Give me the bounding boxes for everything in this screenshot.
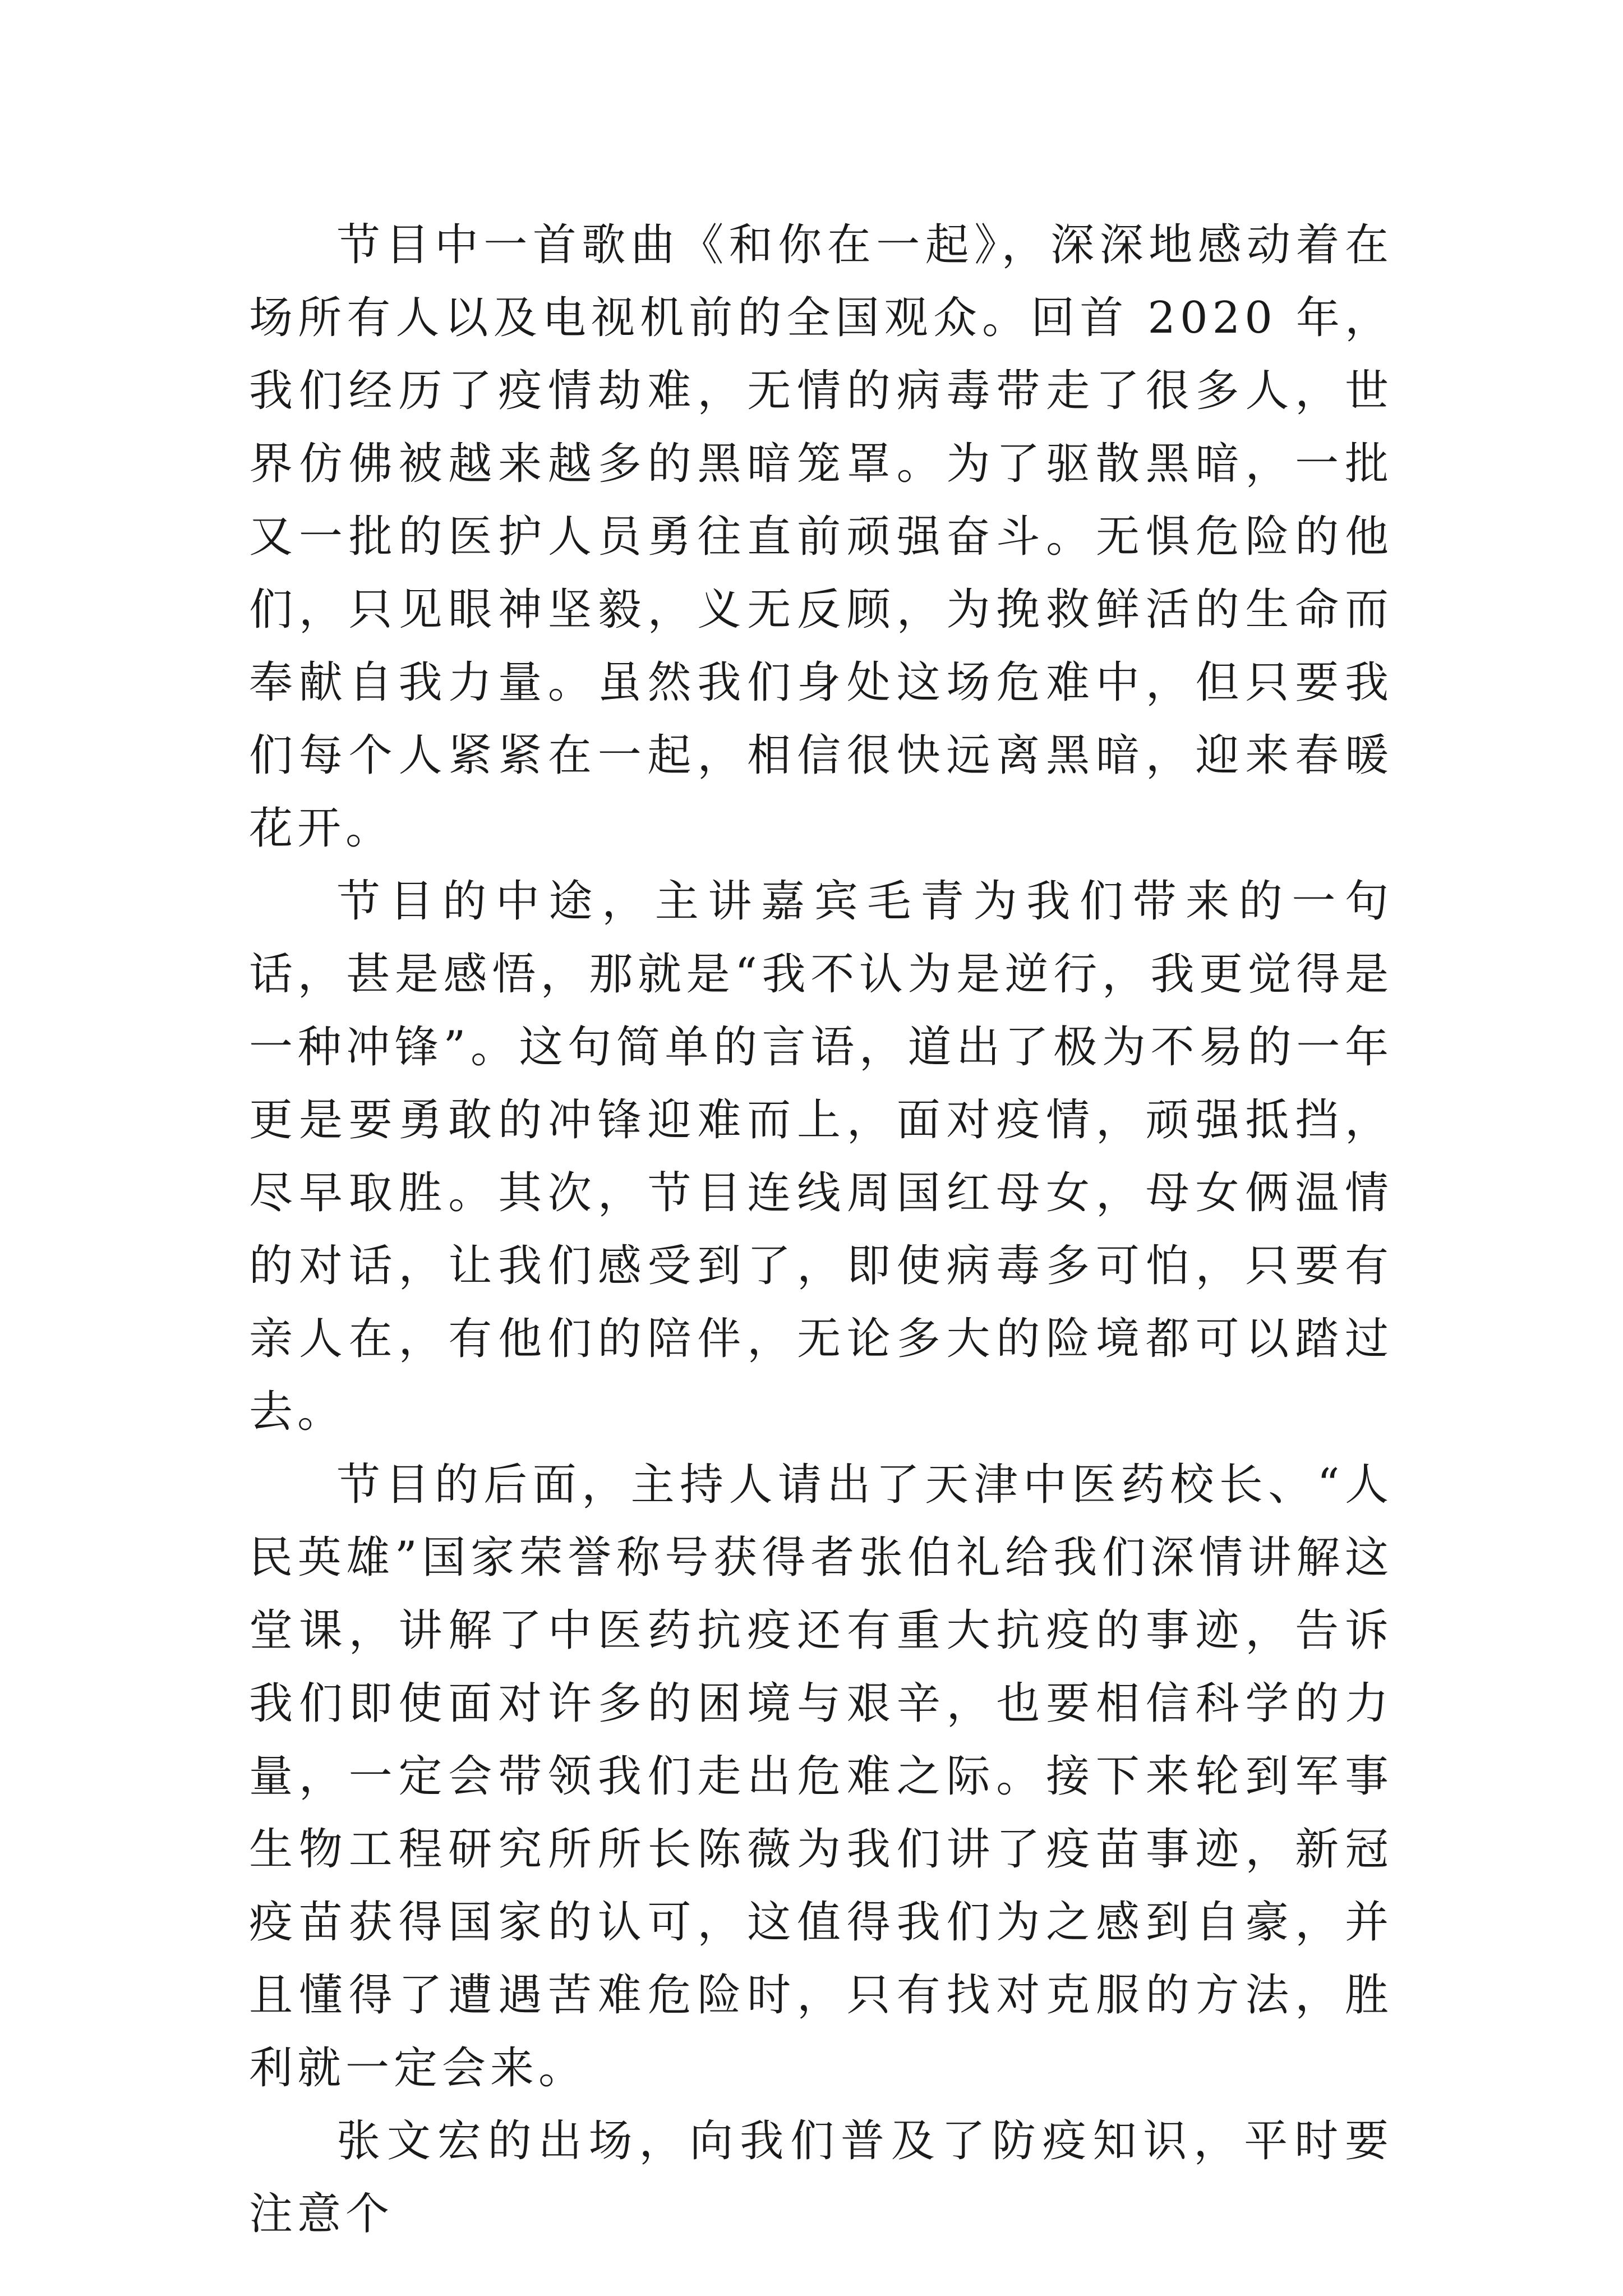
paragraph-mao-qing-quote: 节目的中途，主讲嘉宾毛青为我们带来的一句话，甚是感悟，那就是“我不认为是逆行，我更觉得是一种冲锋”。这句简单的言语，道出了极为不易的一年更是要勇敢的冲锋迎难而上，面对疫情，顽强抵挡，尽早取胜。其次，节目连线周国红母女，母女俩温情的对话，让我们感受到了，即使病毒多可怕，只要有亲人在，有他们的陪伴，无论多大的险境都可以踏过去。 [249, 876, 1393, 1437]
paragraph-song-together: 节目中一首歌曲《和你在一起》，深深地感动着在场所有人以及电视机前的全国观众。回首 2020 年，我们经历了疫情劫难，无情的病毒带走了很多人，世界仿佛被越来越多的黑暗笼罩。为了驱散黑暗，一批又一批的医护人员勇往直前顽强奋斗。无惧危险的他们，只见眼神坚毅，义无反顾，为挽救鲜活的生命而奉献自我力量。虽然我们身处这场危难中，但只要我们每个人紧紧在一起，相信很快远离黑暗，迎来春暖花开。 [249, 220, 1393, 854]
paragraph-zhang-boli-chen-wei: 节目的后面，主持人请出了天津中医药校长、“人民英雄”国家荣誉称号获得者张伯礼给我们深情讲解这堂课，讲解了中医药抗疫还有重大抗疫的事迹，告诉我们即使面对许多的困境与艰辛，也要相信科学的力量，一定会带领我们走出危难之际。接下来轮到军事生物工程研究所所长陈薇为我们讲了疫苗事迹，新冠疫苗获得国家的认可，这值得我们为之感到自豪，并且懂得了遭遇苦难危险时，只有找对克服的方法，胜利就一定会来。 [249, 1460, 1393, 2093]
document-body [249, 209, 1393, 2251]
paragraph-zhang-wenhong: 张文宏的出场，向我们普及了防疫知识，平时要注意个 [249, 2116, 1393, 2239]
